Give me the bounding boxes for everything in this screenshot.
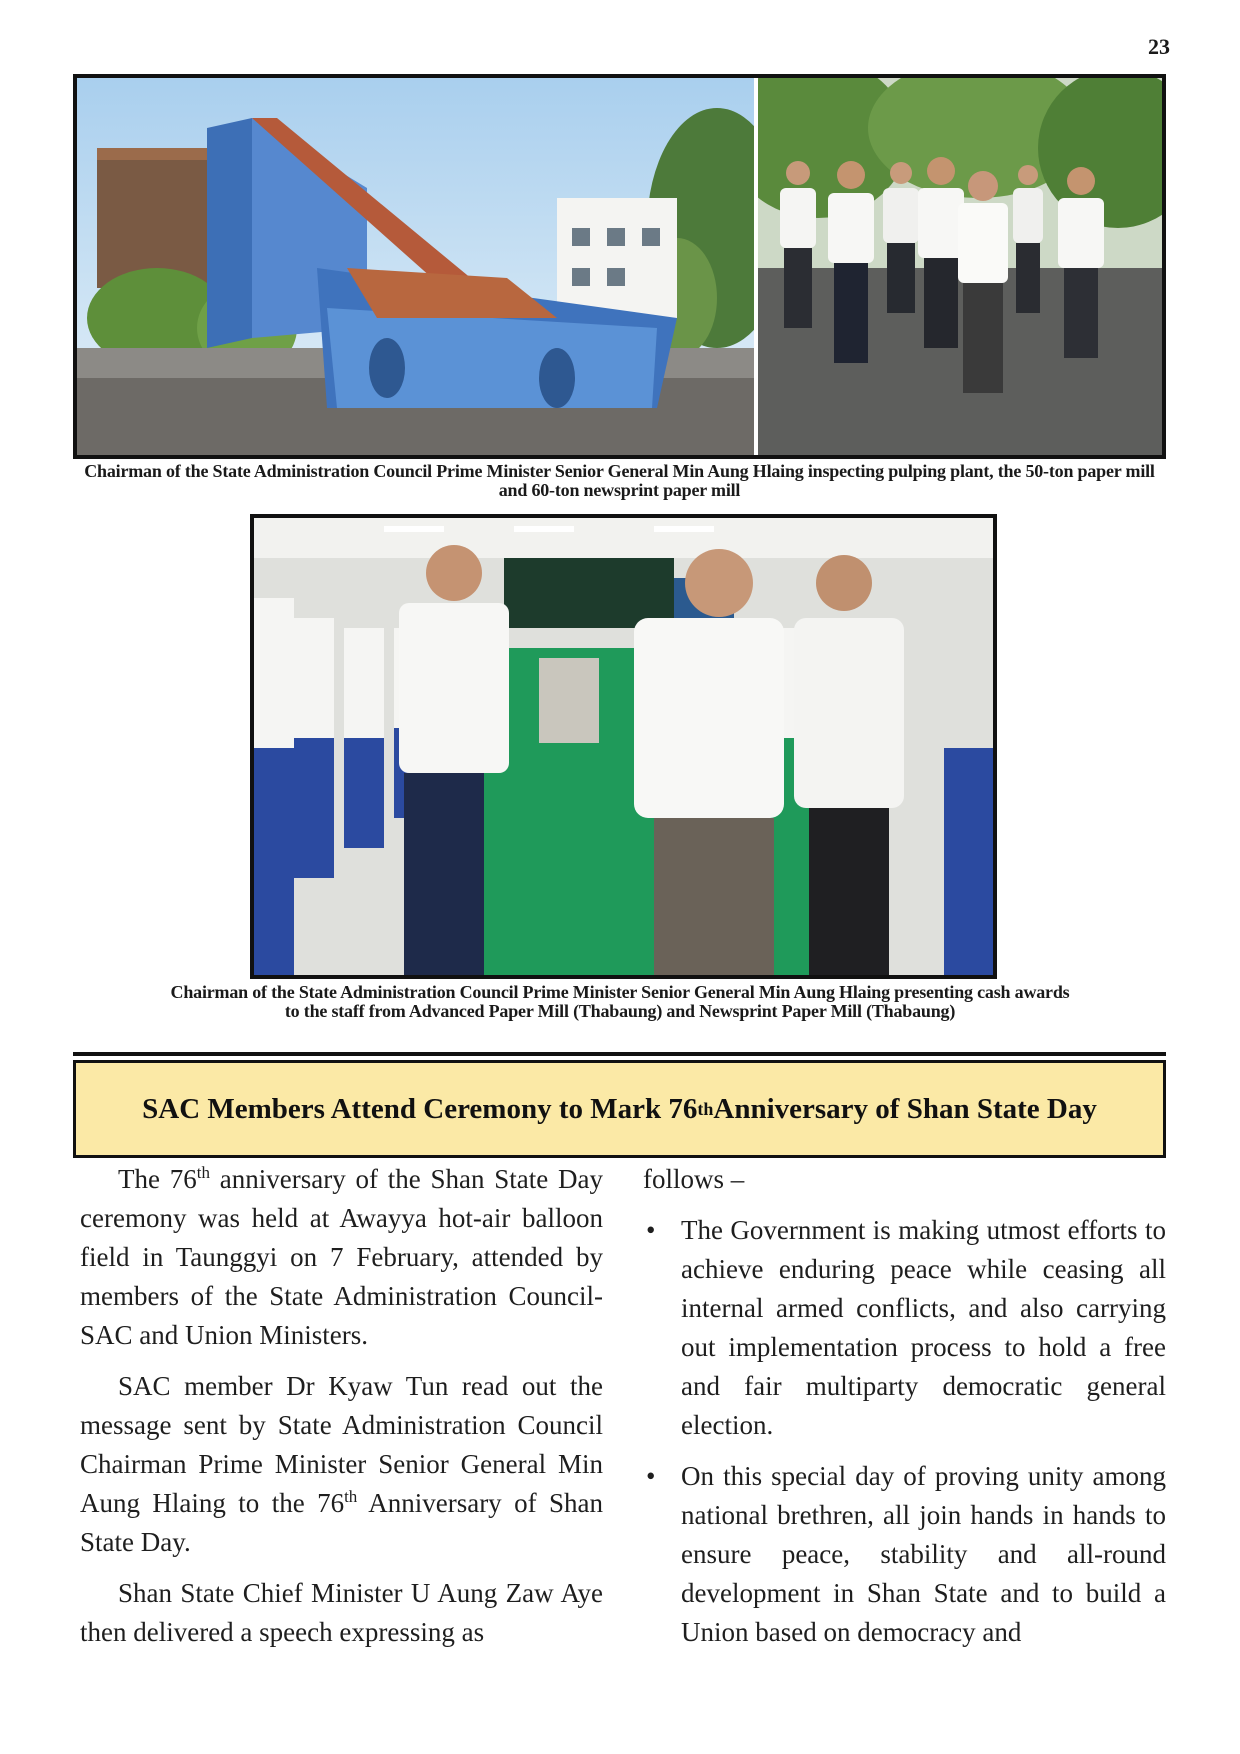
article-column-right	[643, 1160, 1166, 1664]
bullet-item: • The Government is making utmost efforts to achieve enduring peace while ceasing all internal armed conflicts, and also carrying out implementation process to hold a free and fair multiparty democratic general election.	[643, 1211, 1166, 1445]
article-paragraph-2: SAC member Dr Kyaw Tun read out the message sent by State Administration Council Chairman Prime Minister Senior General Min Aung Hlaing to the 76th Anniversary of Shan State Day.	[80, 1371, 603, 1557]
top-photo-caption: Chairman of the State Administration Council Prime Minister Senior General Min Aung Hlaing inspecting pulping plant, the 50-ton paper mill and 60-ton newsprint paper mill	[84, 461, 1155, 500]
headline-text-1: SAC Members Attend Ceremony to Mark 76	[142, 1092, 698, 1125]
middle-photo-caption: Chairman of the State Administration Council Prime Minister Senior General Min Aung Hlaing presenting cash awards to the staff from Advanced Paper Mill (Thabaung) and Newsprint Paper Mill (Thabaung)	[170, 982, 1070, 1021]
article-paragraph-4: follows –	[643, 1164, 745, 1194]
award-ceremony-photo	[250, 514, 997, 979]
article-headline	[73, 1060, 1166, 1158]
officials-inspection-photo	[758, 78, 1162, 455]
section-divider	[73, 1052, 1166, 1056]
headline-superscript: th	[697, 1098, 714, 1119]
headline-text-2: Anniversary of Shan State Day	[713, 1092, 1097, 1125]
speech-bullet-list	[643, 1211, 1166, 1652]
article-paragraph-3: Shan State Chief Minister U Aung Zaw Aye then delivered a speech expressing as	[80, 1578, 603, 1647]
article-paragraph-1: The 76th anniversary of the Shan State Day ceremony was held at Awayya hot-air balloon field in Taunggyi on 7 February, attended by members of the State Administration Council-SAC and Union Ministers.	[80, 1163, 603, 1350]
top-photo-panel	[73, 74, 1166, 459]
bullet-item: • On this special day of proving unity among national brethren, all join hands in hands to ensure peace, stability and all-round development in Shan State and to build a Union based on democracy and	[643, 1457, 1166, 1652]
page-number: 23	[1148, 34, 1170, 59]
article-column-left	[80, 1160, 603, 1664]
pulping-plant-photo	[77, 78, 758, 455]
